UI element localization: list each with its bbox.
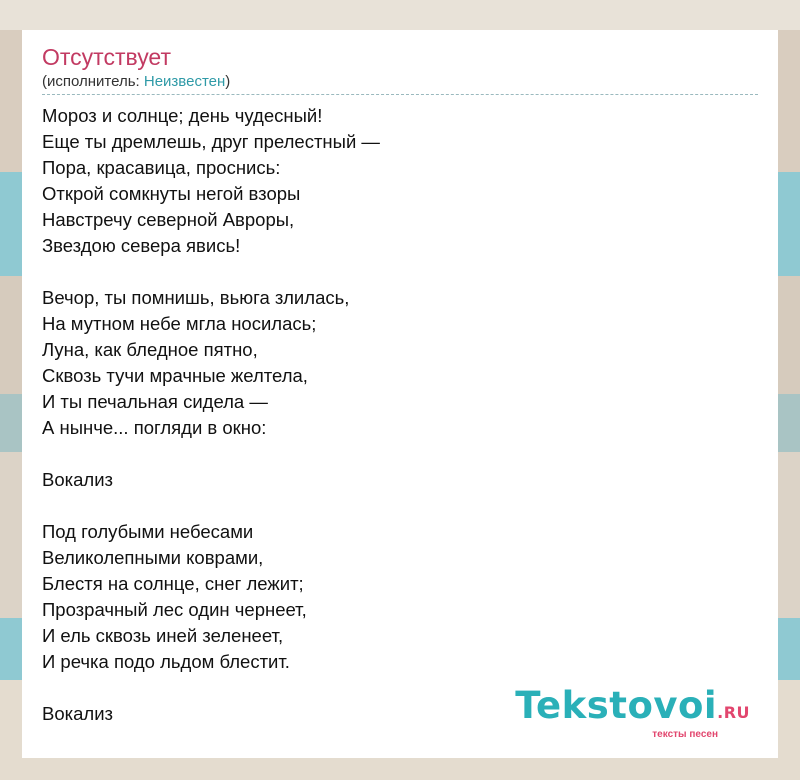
lyric-line: Вокализ: [42, 703, 114, 724]
logo-name: Tekstovoi: [515, 684, 718, 727]
lyric-line: Вокализ: [42, 469, 114, 490]
logo-tagline: тексты песен: [652, 729, 718, 740]
lyrics-card: [22, 30, 778, 758]
artist-suffix: ): [225, 73, 231, 90]
artist-link[interactable]: Неизвестен: [143, 73, 226, 90]
lyric-line: [42, 259, 758, 285]
tekstovoi-logo[interactable]: [515, 684, 750, 740]
lyric-line: Луна, как бледное пятно,: [42, 339, 258, 360]
lyric-line: А нынче... погляди в окно:: [42, 417, 267, 438]
lyric-line: Навстречу северной Авроры,: [42, 209, 295, 230]
lyric-line: Пора, красавица, проснись:: [42, 157, 281, 178]
lyric-line: Еще ты дремлешь, друг прелестный —: [42, 131, 380, 152]
lyric-line: [42, 441, 758, 467]
lyric-line: Звездою севера явись!: [42, 235, 241, 256]
divider: [42, 94, 758, 95]
lyric-line: Блестя на солнце, снег лежит;: [42, 573, 304, 594]
lyric-line: [42, 493, 758, 519]
artist-line: [42, 72, 758, 92]
lyric-line: На мутном небе мгла носилась;: [42, 313, 317, 334]
lyric-line: Великолепными коврами,: [42, 547, 264, 568]
artist-prefix: (исполнитель:: [42, 73, 144, 90]
lyrics-text: [42, 103, 758, 727]
lyric-line: Сквозь тучи мрачные желтела,: [42, 365, 308, 386]
lyric-line: И ты печальная сидела —: [42, 391, 268, 412]
lyric-line: Под голубыми небесами: [42, 521, 254, 542]
lyric-line: И речка подо льдом блестит.: [42, 651, 290, 672]
lyric-line: Мороз и солнце; день чудесный!: [42, 105, 323, 126]
logo-domain: .RU: [717, 703, 750, 722]
lyric-line: Вечор, ты помнишь, вьюга злилась,: [42, 287, 350, 308]
song-title: Отсутствует: [42, 44, 171, 70]
lyric-line: Открой сомкнуты негой взоры: [42, 183, 301, 204]
lyric-line: Прозрачный лес один чернеет,: [42, 599, 307, 620]
lyric-line: И ель сквозь иней зеленеет,: [42, 625, 284, 646]
